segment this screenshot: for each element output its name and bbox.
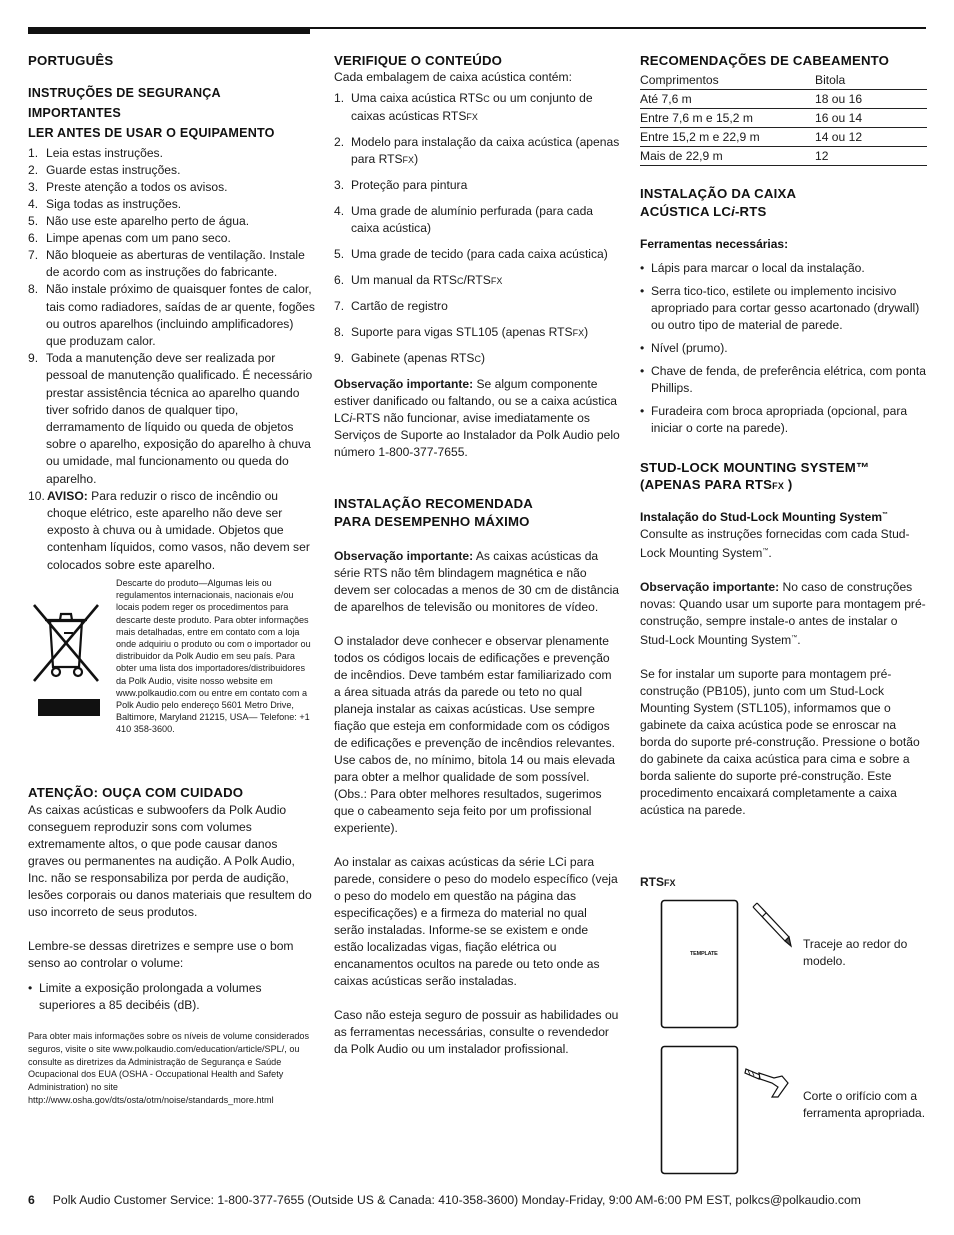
list-item: 7. Cartão de registro [334,299,448,313]
warning-label: AVISO: [47,488,88,503]
drywall-saw-icon [660,1045,800,1175]
install-paragraph-2: O instalador deve conhecer e observar plenamente todos os códigos locais de edificações e prevenção de incêndios. Deve também estar familiarizado com a área situada atrás da parede ou teto no qual planeja instalar as caixas acústicas. Use sempre fiação que esteja em conformidade com os códigos de edificações e prevenção de incêndios relevantes. Use cabos de, no mínimo, bitola 14 ou mais elevada para obter a melhor qualidade de som possível. (Obs.: Para obter melhores resultados, sugerimos que o cabeamento seja feito por um profissional experiente). [334,634,616,835]
column-middle [334,52,620,1058]
list-item: 2. Guarde estas instruções. [28,163,181,177]
template-pencil-icon [660,899,800,1029]
list-item: 5. Uma grade de tecido (para cada caixa acústica) [334,247,608,261]
footer-text: Polk Audio Customer Service: 1-800-377-7655 (Outside US & Canada: 410-358-3600) Monday-Friday, 9:00 AM-6:00 PM EST, polkcs@polkaudio.com [52,1193,861,1207]
safety-item-10: 10. AVISO: Para reduzir o risco de incêndio ou choque elétrico, este aparelho não deve ser exposto à chuva ou à umidade. Objetos que contenham líquidos, como vasos, não devem ser colocados sobre este aparelho. [28,488,310,572]
list-item: 4. Siga todas as instruções. [28,197,182,211]
tools-list [640,260,928,437]
table-row: Entre 7,6 m e 15,2 m 16 ou 14 [640,109,927,128]
table-row: Comprimentos Bitola [640,71,927,90]
stud-lock-paragraph: Se for instalar um suporte para montagem pré-construção (PB105), junto com um Stud-Lock Mounting System (STL105), informamos que o gabinete da caixa acústica pode se enroscar na borda do suporte pré-construção. Pressione o botão do gabinete da caixa acústica para cima e sobre a borda saliente do suporte pré-construção. Este procedimento encaixará completamente a caixa acústica na parede. [640,667,920,818]
list-item: • Nível (prumo). [640,340,928,357]
stud-lock-subheading: Instalação do Stud-Lock Mounting System™ [640,510,889,524]
list-item: 6. Limpe apenas com um pano seco. [28,231,231,245]
caption-trace: Traceje ao redor do modelo. [803,937,908,968]
listen-paragraph-2: Lembre-se dessas diretrizes e sempre use o bom senso ao controlar o volume: [28,939,294,970]
list-item: • Furadeira com broca apropriada (opcional, para iniciar o corte na parede). [640,403,928,437]
column-right [640,52,928,819]
list-item: 5. Não use este aparelho perto de água. [28,214,250,228]
header-rule-thin [310,27,926,29]
table-row: Mais de 22,9 m 12 [640,147,927,166]
page-footer [28,1192,861,1208]
listen-small-print: Para obter mais informações sobre os níveis de volume considerados seguros, visite o site www.polkaudio.com/education/article/SPL/, ou consulte as diretrizes da Administração de Segurança e Saúde Ocupacional dos EUA (OSHA - Occupational Health and Safety Administration) no site http://www.osha.gov/dts/osta/otm/noise/standards_more.html [28,1031,310,1105]
list-item: • Lápis para marcar o local da instalação. [640,260,928,277]
template-illustration [660,899,800,1034]
list-item: 1. Uma caixa acústica RTSC ou um conjunto de caixas acústicas RTSFX [334,91,593,123]
lci-install-heading: INSTALAÇÃO DA CAIXA ACÚSTICA LCi-RTS [640,186,797,219]
cable-table [640,71,927,166]
list-item: 7. Não bloqueie as aberturas de ventilação. Instale de acordo com as instruções do fabricante. [28,248,305,280]
list-item: 6. Um manual da RTSC/RTSFX [334,273,503,287]
contents-note: Observação importante: Se algum componente estiver danificado ou faltando, ou se a caixa acústica LCi-RTS não funcionar, avise imediatamente os Serviços de Suporte ao Instalador da Polk Audio pelo número 1-800-377-7655. [334,377,620,459]
stud-lock-note: Observação importante: No caso de construções novas: Quando usar um suporte para montagem pré-construção, sempre instale-o antes de instalar o Stud-Lock Mounting System™. [640,580,926,648]
list-item: 9. Toda a manutenção deve ser realizada por pessoal de manutenção qualificado. É necessário prestar assistência técnica ao aparelho quando tiver sofrido danos de qualquer tipo, derramamento de líquido ou queda de objetos sobre o aparelho, exposição do aparelho à chuva ou umidade, mal funcionamento ou queda do aparelho. [28,351,313,486]
listen-bullets [28,980,316,1014]
list-item: • Chave de fenda, de preferência elétrica, com ponta Phillips. [640,363,928,397]
listen-paragraph-1: As caixas acústicas e subwoofers da Polk Audio conseguem reproduzir sons com volumes extremamente altos, o que pode causar danos graves ou permanentes na audição. A Polk Audio, Inc. não se responsabiliza por perda de audição, lesões corporais ou danos materiais que resultem do uso incorreto de seus produtos. [28,803,312,919]
contents-heading: VERIFIQUE O CONTEÚDO [334,53,503,68]
list-item: 2. Modelo para instalação da caixa acústica (apenas para RTSFX) [334,135,620,166]
list-item: 3. Preste atenção a todos os avisos. [28,180,228,194]
stud-lock-instructions: Consulte as instruções fornecidas com cada Stud-Lock Mounting System™. [640,527,910,561]
warning-text: Para reduzir o risco de incêndio ou choque elétrico, este aparelho não deve ser exposto à chuva ou à umidade. Objetos que contenham líquidos, como vasos, não devem ser colocados sobre este aparelho. [47,488,310,572]
tools-heading: Ferramentas necessárias: [640,237,789,251]
stud-lock-heading: STUD-LOCK MOUNTING SYSTEM™ (APENAS PARA RTSFX ) [640,460,870,492]
rts-fx-label: RTSFX [640,875,676,889]
caption-cut: Corte o orifício com a ferramenta apropriada. [803,1089,926,1120]
safety-instructions-list [28,145,316,488]
cut-illustration [660,1045,800,1180]
cable-heading: RECOMENDAÇÕES DE CABEAMENTO [640,53,890,68]
table-row: Entre 15,2 m e 22,9 m 14 ou 12 [640,128,927,147]
template-word: TEMPLATE [690,951,718,957]
weee-bin-icon [28,599,104,721]
list-item: • Serra tico-tico, estilete ou implemento incisivo apropriado para cortar gesso acartonado (drywall) ou outro tipo de material de parede. [640,283,928,334]
header-rule-thick [28,27,310,34]
install-note: Observação importante: As caixas acústicas da série RTS não têm blindagem magnética e não devem ser colocadas a menos de 30 cm de distância de aparelhos de televisão ou monitores de vídeo. [334,549,620,614]
language-heading: PORTUGUÊS [28,53,114,68]
listen-heading: ATENÇÃO: OUÇA COM CUIDADO [28,785,244,800]
list-item: 3. Proteção para pintura [334,178,468,192]
list-item: 9. Gabinete (apenas RTSC) [334,351,486,365]
list-item: 8. Não instale próximo de quaisquer fontes de calor, tais como radiadores, saídas de ar quente, fogões ou outros aparelhos (incluindo amplificadores) que produzam calor. [28,282,315,349]
list-item: 4. Uma grade de alumínio perfurada (para cada caixa acústica) [334,204,594,235]
install-paragraph-3: Ao instalar as caixas acústicas da série LCi para parede, considere o peso do modelo específico (veja o peso do modelo em questão na página das especificações) e a firmeza do material no qual serão instaladas. Informe-se se existem e onde estão localizadas vigas, fiação elétrica ou encanamentos ocultos na parede ou teto onde as caixas acústicas serão instaladas. [334,855,618,988]
list-item: • Limite a exposição prolongada a volumes superiores a 85 decibéis (dB). [28,980,316,1014]
listen-section [28,784,316,1107]
contents-list [334,90,620,368]
list-item: 8. Suporte para vigas STL105 (apenas RTSFX) [334,325,589,339]
safety-heading: INSTRUÇÕES DE SEGURANÇA IMPORTANTES LER ANTES DE USAR O EQUIPAMENTO [28,86,275,140]
list-item: 1. Leia estas instruções. [28,146,163,160]
table-row: Até 7,6 m 18 ou 16 [640,90,927,109]
install-heading: INSTALAÇÃO RECOMENDADA PARA DESEMPENHO MÁXIMO [334,496,534,529]
disposal-text: Descarte do produto—Algumas leis ou regulamentos internacionais, nacionais e/ou locais podem reger os procedimentos para descarte deste produto. Para obter informações mais detalhadas, entre em contato com a loja onde adquiriu o produto ou com o importador ou distribuidor da Polk Audio em seu país. Para obter uma lista dos importadores/distribuidores da Polk Audio, visite nosso website em www.polkaudio.com ou entre em contato com a Polk Audio pelo endereço 5601 Metro Drive, Baltimore, Maryland 21215, USA— Telefone: +1 410 358-3600. [116,578,311,735]
install-paragraph-4: Caso não esteja seguro de possuir as habilidades ou as ferramentas necessárias, consulte o revendedor da Polk Audio ou um instalador profissional. [334,1008,619,1056]
contents-intro: Cada embalagem de caixa acústica contém: [334,70,572,84]
page-number: 6 [28,1193,35,1207]
column-left [28,52,316,1105]
